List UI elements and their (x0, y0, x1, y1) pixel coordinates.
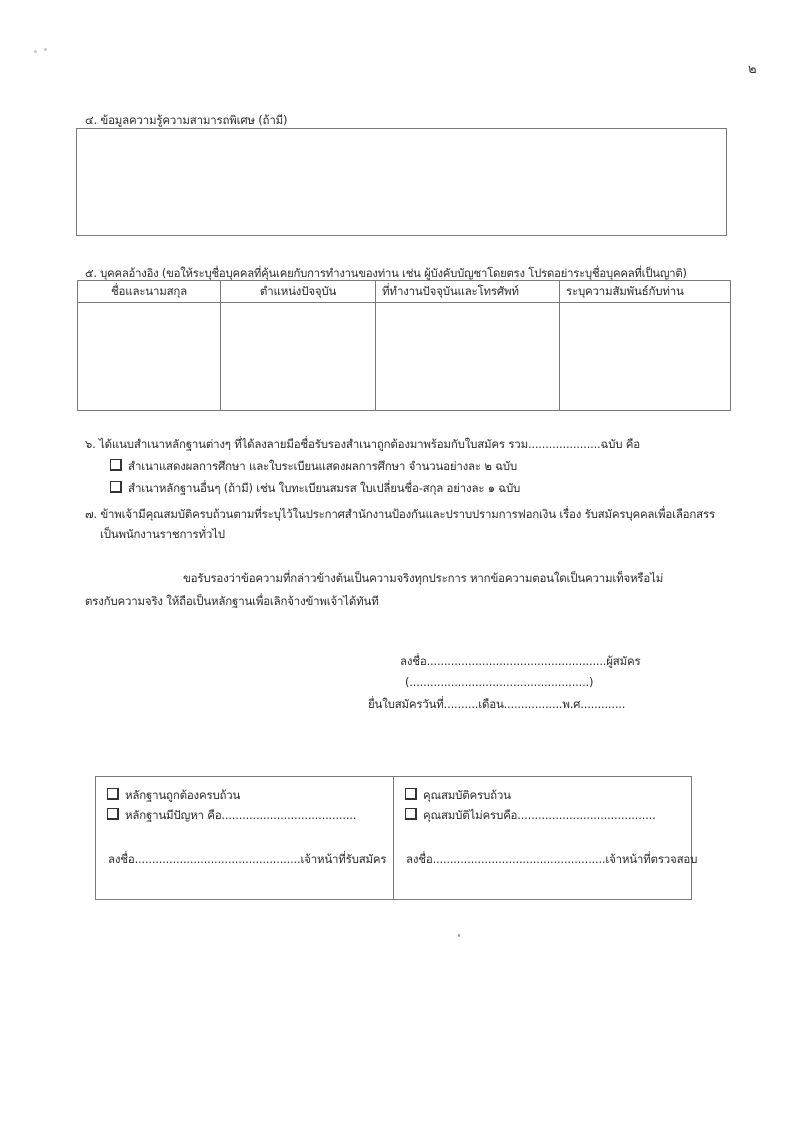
receiving-officer-signature-line[interactable]: ลงชื่อ................................................เจ้าหน้าที่รับสมัคร (108, 852, 387, 866)
inspecting-officer-signature-line[interactable]: ลงชื่อ..................................................เจ้าหน้าที่ตรวจสอบ (406, 852, 698, 866)
certification-line1: ขอรับรองว่าข้อความที่กล่าวข้างต้นเป็นความจริงทุกประการ หากข้อความตอนใดเป็นความเท็จหรือไม่ (183, 571, 664, 585)
scan-speck (34, 50, 37, 53)
column-header-name: ชื่อและนามสกุล (78, 281, 221, 303)
checkbox-icon[interactable] (110, 459, 122, 471)
option-label: คุณสมบัติครบถ้วน (423, 788, 511, 802)
reference-relationship-cell[interactable] (560, 303, 731, 411)
applicant-name-line[interactable]: (....................................................) (405, 675, 594, 689)
column-header-workplace-phone: ที่ทำงานปัจจุบันและโทรศัพท์ (376, 281, 560, 303)
section5-title: ๕. บุคคลอ้างอิง (ขอให้ระบุชื่อบุคคลที่คุ้นเคยกับการทำงานของท่าน เช่น ผู้บังคับบัญชาโดยตรง โปรดอย่าระบุชื่อบุคคลที่เป็นญาติ) (85, 267, 687, 280)
scan-speck (44, 48, 47, 51)
reference-name-cell[interactable] (78, 303, 221, 411)
column-header-position: ตำแหน่งปัจจุบัน (221, 281, 376, 303)
section4-title: ๔. ข้อมูลความรู้ความสามารถพิเศษ (ถ้ามี) (85, 113, 288, 127)
attachment-option-transcript[interactable] (110, 458, 517, 476)
checkbox-icon[interactable] (107, 788, 119, 800)
officer-box-divider (393, 776, 394, 900)
option-label: สำเนาแสดงผลการศึกษา และใบระเบียนแสดงผลการศึกษา จำนวนอย่างละ ๒ ฉบับ (128, 459, 518, 473)
checkbox-icon[interactable] (107, 808, 119, 820)
table-row (78, 303, 731, 411)
references-table (77, 280, 731, 411)
evidence-problem-option[interactable] (107, 807, 356, 825)
attachment-option-other-docs[interactable] (110, 480, 520, 498)
table-header-row (78, 281, 731, 303)
evidence-complete-option[interactable] (107, 787, 240, 805)
section7-line1: ๗. ข้าพเจ้ามีคุณสมบัติครบถ้วนตามที่ระบุไว้ในประกาศสำนักงานป้องกันและปราบปรามการฟอกเงิน เรื่อง รับสมัครบุคคลเพื่อเลือกสรร (85, 507, 715, 521)
application-date-line[interactable]: ยื่นใบสมัครวันที่..........เดือน.................พ.ศ............. (368, 697, 626, 711)
option-label: หลักฐานถูกต้องครบถ้วน (125, 788, 241, 802)
certification-line2: ตรงกับความจริง ให้ถือเป็นหลักฐานเพื่อเลิกจ้างข้าพเจ้าได้ทันที (85, 594, 379, 608)
checkbox-icon[interactable] (110, 481, 122, 493)
checkbox-icon[interactable] (405, 788, 417, 800)
page-number: ๒ (748, 62, 757, 77)
reference-workplace-cell[interactable] (376, 303, 560, 411)
column-header-relationship: ระบุความสัมพันธ์กับท่าน (560, 281, 731, 303)
qualification-incomplete-option[interactable] (405, 807, 655, 825)
section6-title: ๖. ได้แนบสำเนาหลักฐานต่างๆ ที่ได้ลงลายมือชื่อรับรองสำเนาถูกต้องมาพร้อมกับใบสมัคร รวม.....................ฉบับ คือ (85, 437, 640, 451)
applicant-signature-line[interactable]: ลงชื่อ....................................................ผู้สมัคร (400, 654, 641, 668)
checkbox-icon[interactable] (405, 808, 417, 820)
reference-position-cell[interactable] (221, 303, 376, 411)
scan-speck (458, 934, 460, 937)
special-skills-textarea[interactable] (76, 128, 727, 236)
option-label: สำเนาหลักฐานอื่นๆ (ถ้ามี) เช่น ใบทะเบียนสมรส ใบเปลี่ยนชื่อ-สกุล อย่างละ ๑ ฉบับ (128, 481, 521, 495)
section7-line2: เป็นพนักงานราชการทั่วไป (100, 527, 225, 541)
qualification-complete-option[interactable] (405, 787, 511, 805)
option-label: หลักฐานมีปัญหา คือ....................................... (125, 808, 357, 822)
option-label: คุณสมบัติไม่ครบคือ........................................ (423, 808, 656, 822)
